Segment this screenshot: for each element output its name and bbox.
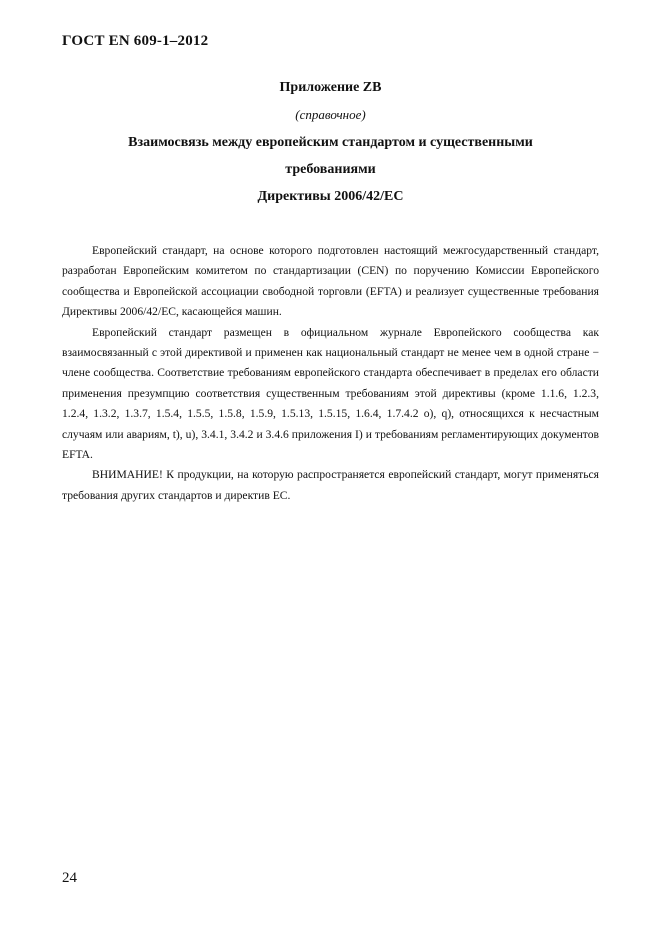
paragraph: Европейский стандарт, на основе которого подготовлен настоящий межгосударственный стандарт, разработан Европейским комитетом по стандартизации (CEN) по поручению Комиссии Европейского сообщества и Европейской ассоциации свободной торговли (EFTA) и реализует существенные требования Директивы 2006/42/ЕС, касающейся машин. [62, 244, 599, 319]
annex-heading [60, 129, 601, 210]
document-code: ГОСТ EN 609-1–2012 [62, 33, 209, 49]
annex-body [62, 241, 599, 506]
paragraph: Европейский стандарт размещен в официальном журнале Европейского сообщества как взаимосвязанный с этой директивой и применен как национальный стандарт не менее чем в одной стране − члене сообщества. Соответствие требованиям европейского стандарта обеспечивает в пределах его области применения презумпцию соответствия существенным требованиям этой директивы (кроме 1.1.6, 1.2.3, 1.2.4, 1.3.2, 1.3.7, 1.5.4, 1.5.5, 1.5.8, 1.5.9, 1.5.13, 1.5.15, 1.6.4, 1.7.4.2 o), q), относящихся к несчастным случаям или авариям, t), u), 3.4.1, 3.4.2 и 3.4.6 приложения I) и требованиям регламентирующих документов EFTA. [62, 325, 599, 462]
annex-title: Приложение ZB [279, 80, 382, 95]
annex-heading-line: Взаимосвязь между европейским стандартом и существенными [128, 135, 533, 150]
annex-kind: (справочное) [295, 107, 366, 122]
paragraph: ВНИМАНИЕ! К продукции, на которую распространяется европейский стандарт, могут применяться требования других стандартов и директив ЕС. [62, 468, 599, 502]
annex-heading-line: требованиями [285, 162, 376, 177]
page-number: 24 [62, 870, 77, 886]
annex-heading-line: Директивы 2006/42/ЕС [257, 189, 404, 204]
annex-header [60, 78, 601, 210]
